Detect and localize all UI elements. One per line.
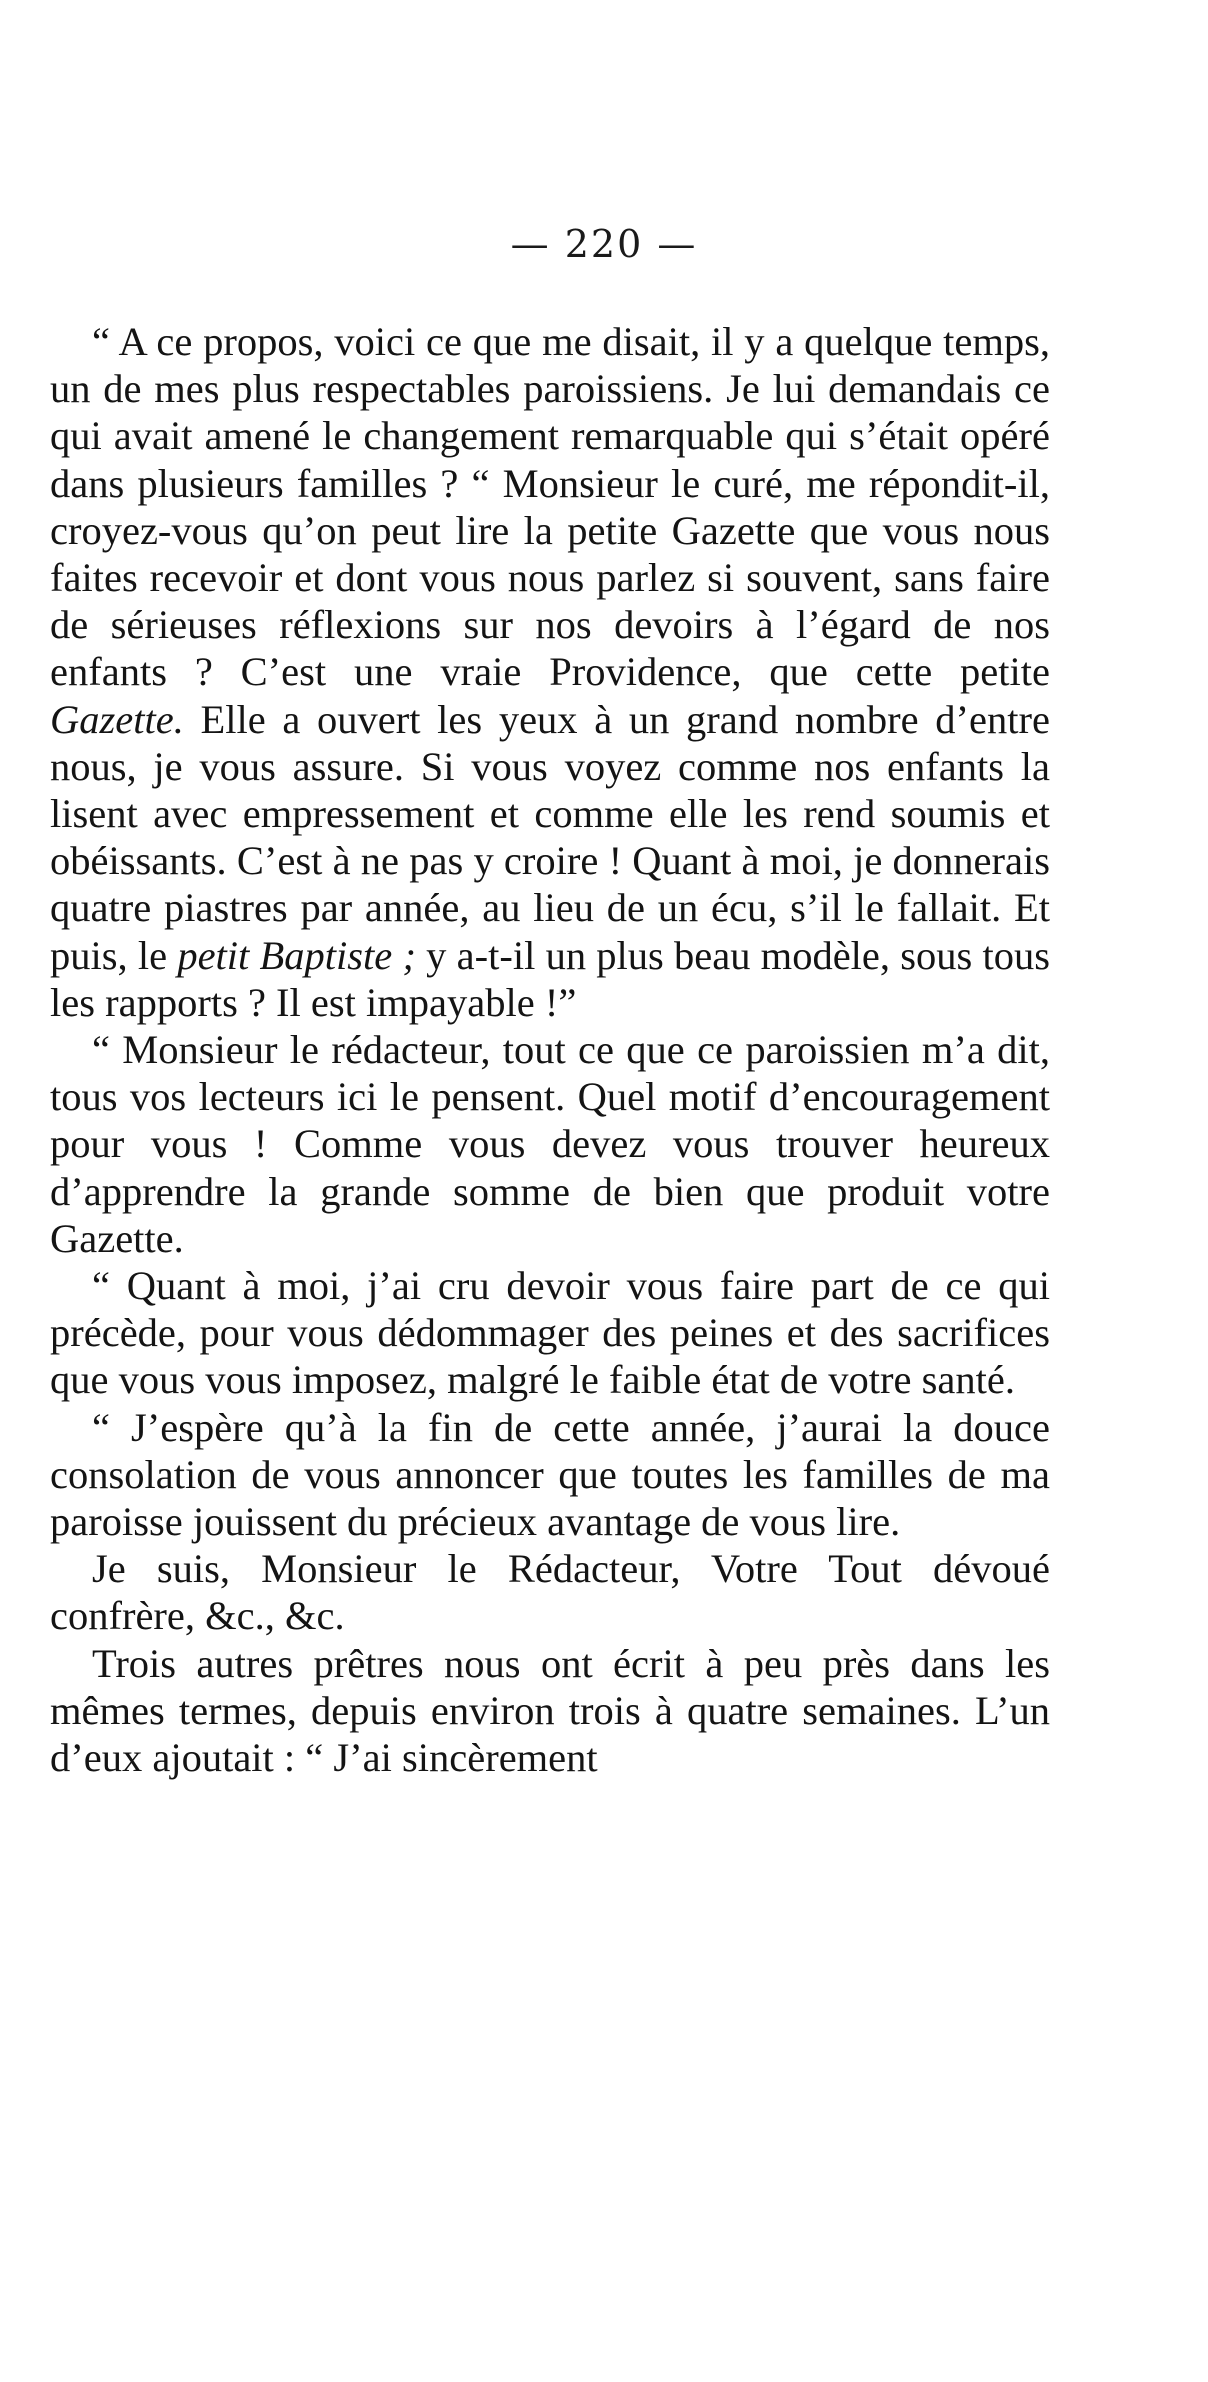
paragraph — [50, 1404, 1050, 1546]
paragraph — [50, 1026, 1050, 1262]
text-run: Je suis, Monsieur le Rédacteur, Votre Tout dévoué confrère, &c., &c. — [50, 1546, 1050, 1639]
text-run: Elle a ouvert les yeux à un grand nombre d’entre nous, je vous assure. Si vous voyez comme nos enfants la lisent avec empressement et comme elle les rend soumis et obéissants. C’est à ne pas y croire ! Quant à moi, je donnerais quatre piastres par année, au lieu de un écu, s’il le fallait. Et puis, le — [50, 696, 1050, 978]
paragraph — [50, 1545, 1050, 1639]
paragraph — [50, 318, 1050, 1026]
paragraph — [50, 1262, 1050, 1404]
text-run: “ Quant à moi, j’ai cru devoir vous faire part de ce qui précède, pour vous dédommager des peines et des sacrifices que vous vous imposez, malgré le faible état de votre santé. — [50, 1263, 1050, 1403]
text-run: “ J’espère qu’à la fin de cette année, j’aurai la douce consolation de vous annoncer que toutes les familles de ma paroisse jouissent du précieux avantage de vous lire. — [50, 1404, 1050, 1545]
page-number: — 220 — — [510, 222, 698, 266]
text-run: “ A ce propos, voici ce que me disait, il y a quelque temps, un de mes plus respectables paroissiens. Je lui demandais ce qui avait amené le changement remarquable qui s’était opéré dans plusieurs familles ? “ Monsieur le curé, me répondit-il, croyez-vous qu’on peut lire la petite Gazette que vous nous faites recevoir et dont vous nous parlez si souvent, sans faire de sérieuses réflexions sur nos devoirs à l’égard de nos enfants ? C’est une vraie Providence, que cette petite — [50, 319, 1050, 695]
text-run: Trois autres prêtres nous ont écrit à peu près dans les mêmes termes, depuis environ trois à quatre semaines. L’un d’eux ajoutait : “ J’ai sincèrement — [50, 1640, 1050, 1781]
italic-text-run: Gazette. — [50, 696, 184, 742]
text-run: “ Monsieur le rédacteur, tout ce que ce paroissien m’a dit, tous vos lecteurs ici le pensent. Quel motif d’encouragement pour vous ! Comme vous devez vous trouver heureux d’apprendre la grande somme de bien que produit votre Gazette. — [50, 1027, 1050, 1261]
italic-text-run: petit Baptiste ; — [177, 932, 416, 978]
text-run: y a-t-il un plus beau modèle, sous tous les rapports ? Il est impayable !” — [50, 932, 1050, 1025]
paragraph — [50, 1640, 1050, 1782]
body-text — [50, 318, 1050, 1781]
